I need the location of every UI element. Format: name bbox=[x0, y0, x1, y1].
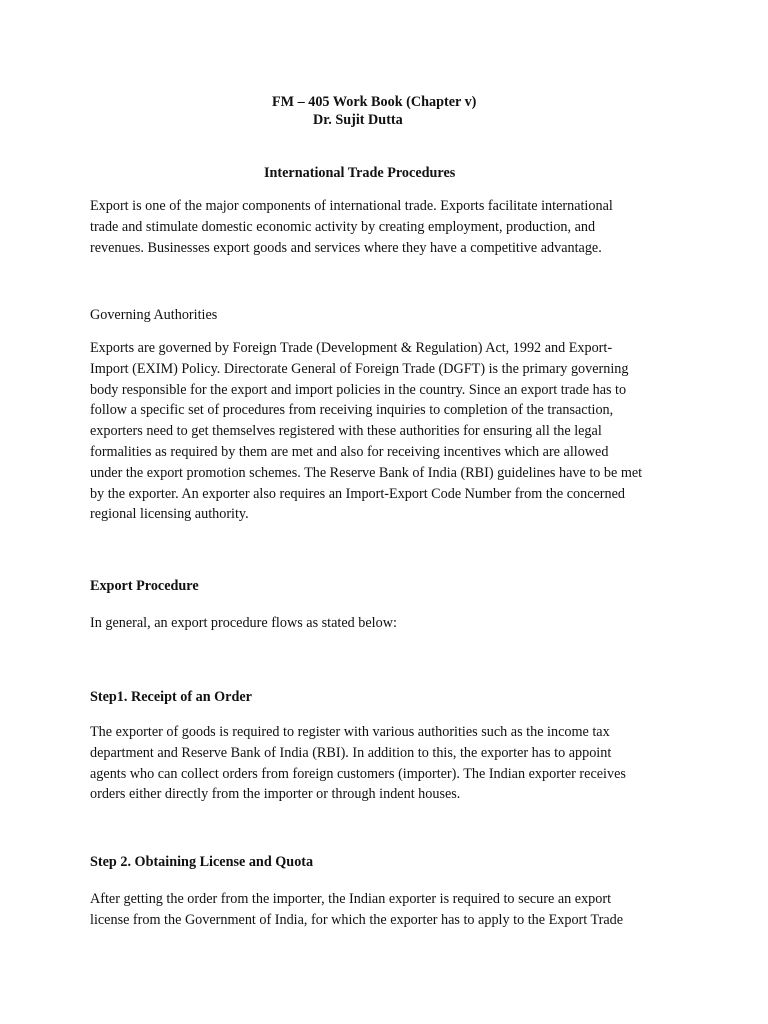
export-procedure-text: In general, an export procedure flows as stated below: bbox=[90, 615, 397, 631]
paragraph-line: under the export promotion schemes. The Reserve Bank of India (RBI) guidelines have to be met bbox=[90, 464, 643, 481]
paragraph-line: follow a specific set of procedures from receiving inquiries to completion of the transaction, bbox=[90, 402, 614, 419]
paragraph-line: body responsible for the export and import policies in the country. Since an export trade has to bbox=[90, 381, 627, 398]
step2-heading: Step 2. Obtaining License and Quota bbox=[90, 854, 314, 870]
paragraph-line: department and Reserve Bank of India (RBI). In addition to this, the exporter has to appoint bbox=[90, 744, 612, 761]
paragraph-line: formalities as required by them are met and also for receiving incentives which are allowed bbox=[90, 443, 609, 460]
governing-heading: Governing Authorities bbox=[90, 307, 218, 323]
paragraph-line: trade and stimulate domestic economic activity by creating employment, production, and bbox=[90, 218, 596, 235]
paragraph-line: revenues. Businesses export goods and services where they have a competitive advantage. bbox=[90, 239, 602, 256]
intro-paragraph bbox=[90, 196, 670, 258]
paragraph-line: orders either directly from the importer or through indent houses. bbox=[90, 786, 461, 803]
paragraph-line: Import (EXIM) Policy. Directorate General of Foreign Trade (DGFT) is the primary governing bbox=[90, 360, 629, 377]
paragraph-line: exporters need to get themselves registered with these authorities for ensuring all the legal bbox=[90, 423, 602, 440]
paragraph-line: After getting the order from the importer, the Indian exporter is required to secure an export bbox=[90, 891, 612, 907]
paragraph-line: Exports are governed by Foreign Trade (Development & Regulation) Act, 1992 and Export- bbox=[90, 340, 613, 356]
governing-paragraph bbox=[90, 338, 670, 525]
export-procedure-heading: Export Procedure bbox=[90, 578, 199, 594]
author-name: Dr. Sujit Dutta bbox=[313, 112, 403, 128]
section-title: International Trade Procedures bbox=[264, 165, 456, 181]
paragraph-line: Export is one of the major components of international trade. Exports facilitate international bbox=[90, 198, 613, 214]
paragraph-line: regional licensing authority. bbox=[90, 506, 249, 523]
paragraph-line: agents who can collect orders from foreign customers (importer). The Indian exporter receives bbox=[90, 765, 626, 782]
step2-paragraph bbox=[90, 889, 670, 931]
paragraph-line: The exporter of goods is required to register with various authorities such as the income tax bbox=[90, 724, 610, 740]
paragraph-line: by the exporter. An exporter also requires an Import-Export Code Number from the concerned bbox=[90, 485, 626, 502]
paragraph-line: license from the Government of India, for which the exporter has to apply to the Export Trade bbox=[90, 911, 624, 928]
step1-paragraph bbox=[90, 722, 670, 805]
document-title: FM – 405 Work Book (Chapter v) bbox=[272, 94, 477, 110]
step1-heading: Step1. Receipt of an Order bbox=[90, 689, 252, 705]
